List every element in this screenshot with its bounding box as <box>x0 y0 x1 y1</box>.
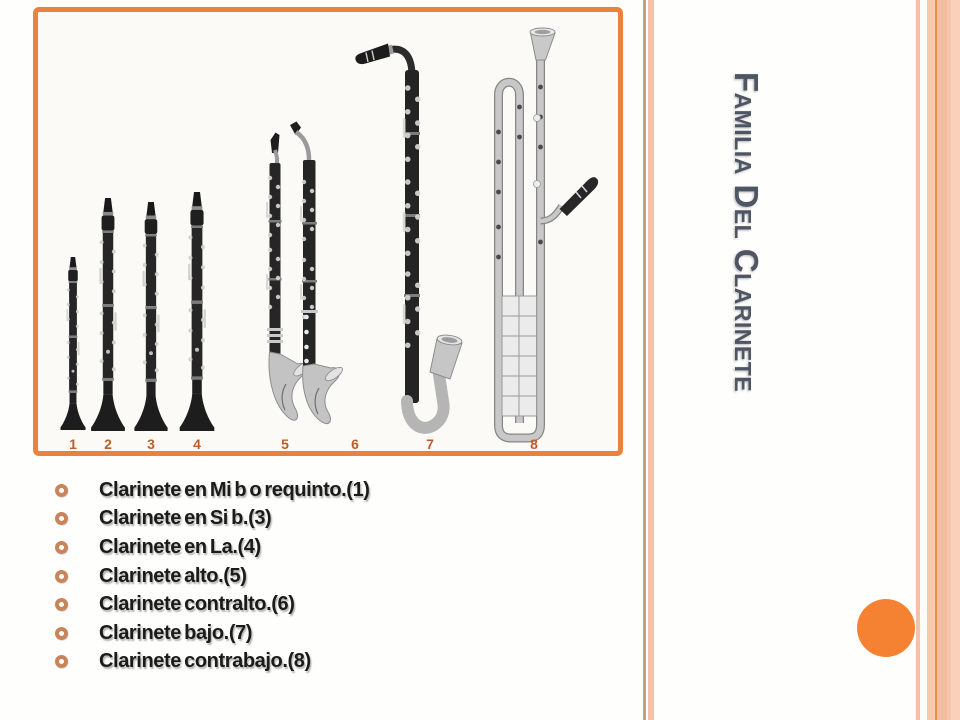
clarinet-1-requinto <box>60 257 85 430</box>
right-stripe-6 <box>951 0 960 720</box>
instrument-number-4: 4 <box>193 436 201 451</box>
list-item <box>55 590 370 619</box>
instrument-number-2: 2 <box>104 436 112 451</box>
list-item-label: Clarinete en Mi b o requinto.(1) <box>99 478 370 501</box>
instrument-number-3: 3 <box>147 436 155 451</box>
right-stripe-1 <box>916 0 920 720</box>
list-item-label: Clarinete en Si b.(3) <box>99 507 272 530</box>
list-item-label: Clarinete contralto.(6) <box>99 593 295 616</box>
bullet-list <box>55 476 370 676</box>
list-item-label: Clarinete en La.(4) <box>99 535 261 558</box>
bullet-icon <box>55 484 68 497</box>
right-stripe-2 <box>927 0 935 720</box>
list-item-label: Clarinete bajo.(7) <box>99 621 253 644</box>
clarinet-family-illustration <box>38 12 618 451</box>
bullet-icon <box>55 598 68 611</box>
clarinet-7-bajo <box>355 44 462 428</box>
bullet-icon <box>55 655 68 668</box>
instrument-number-7: 7 <box>426 436 434 451</box>
accent-circle <box>857 599 915 657</box>
list-item <box>55 533 370 562</box>
clarinet-3-si-bemol <box>134 202 167 431</box>
bullet-icon <box>55 512 68 525</box>
page-title: Familia Del Clarinete <box>728 71 765 393</box>
bullet-icon <box>55 570 68 583</box>
bullet-icon <box>55 541 68 554</box>
list-item <box>55 648 370 677</box>
list-item <box>55 476 370 505</box>
bullet-icon <box>55 627 68 640</box>
right-stripe-4 <box>937 0 947 720</box>
left-stripe-salmon <box>648 0 654 720</box>
instrument-number-1: 1 <box>69 436 77 451</box>
list-item <box>55 562 370 591</box>
clarinet-family-photo <box>33 7 623 456</box>
clarinet-4-la <box>180 192 215 431</box>
list-item-label: Clarinete contrabajo.(8) <box>99 650 311 673</box>
list-item-label: Clarinete alto.(5) <box>99 564 247 587</box>
left-stripe-tan <box>643 0 646 720</box>
clarinet-2 <box>91 198 125 431</box>
instrument-number-8: 8 <box>530 436 538 451</box>
instrument-number-6: 6 <box>351 436 359 451</box>
list-item <box>55 505 370 534</box>
list-item <box>55 619 370 648</box>
instrument-number-5: 5 <box>281 436 289 451</box>
clarinet-8-contrabajo <box>496 28 598 438</box>
